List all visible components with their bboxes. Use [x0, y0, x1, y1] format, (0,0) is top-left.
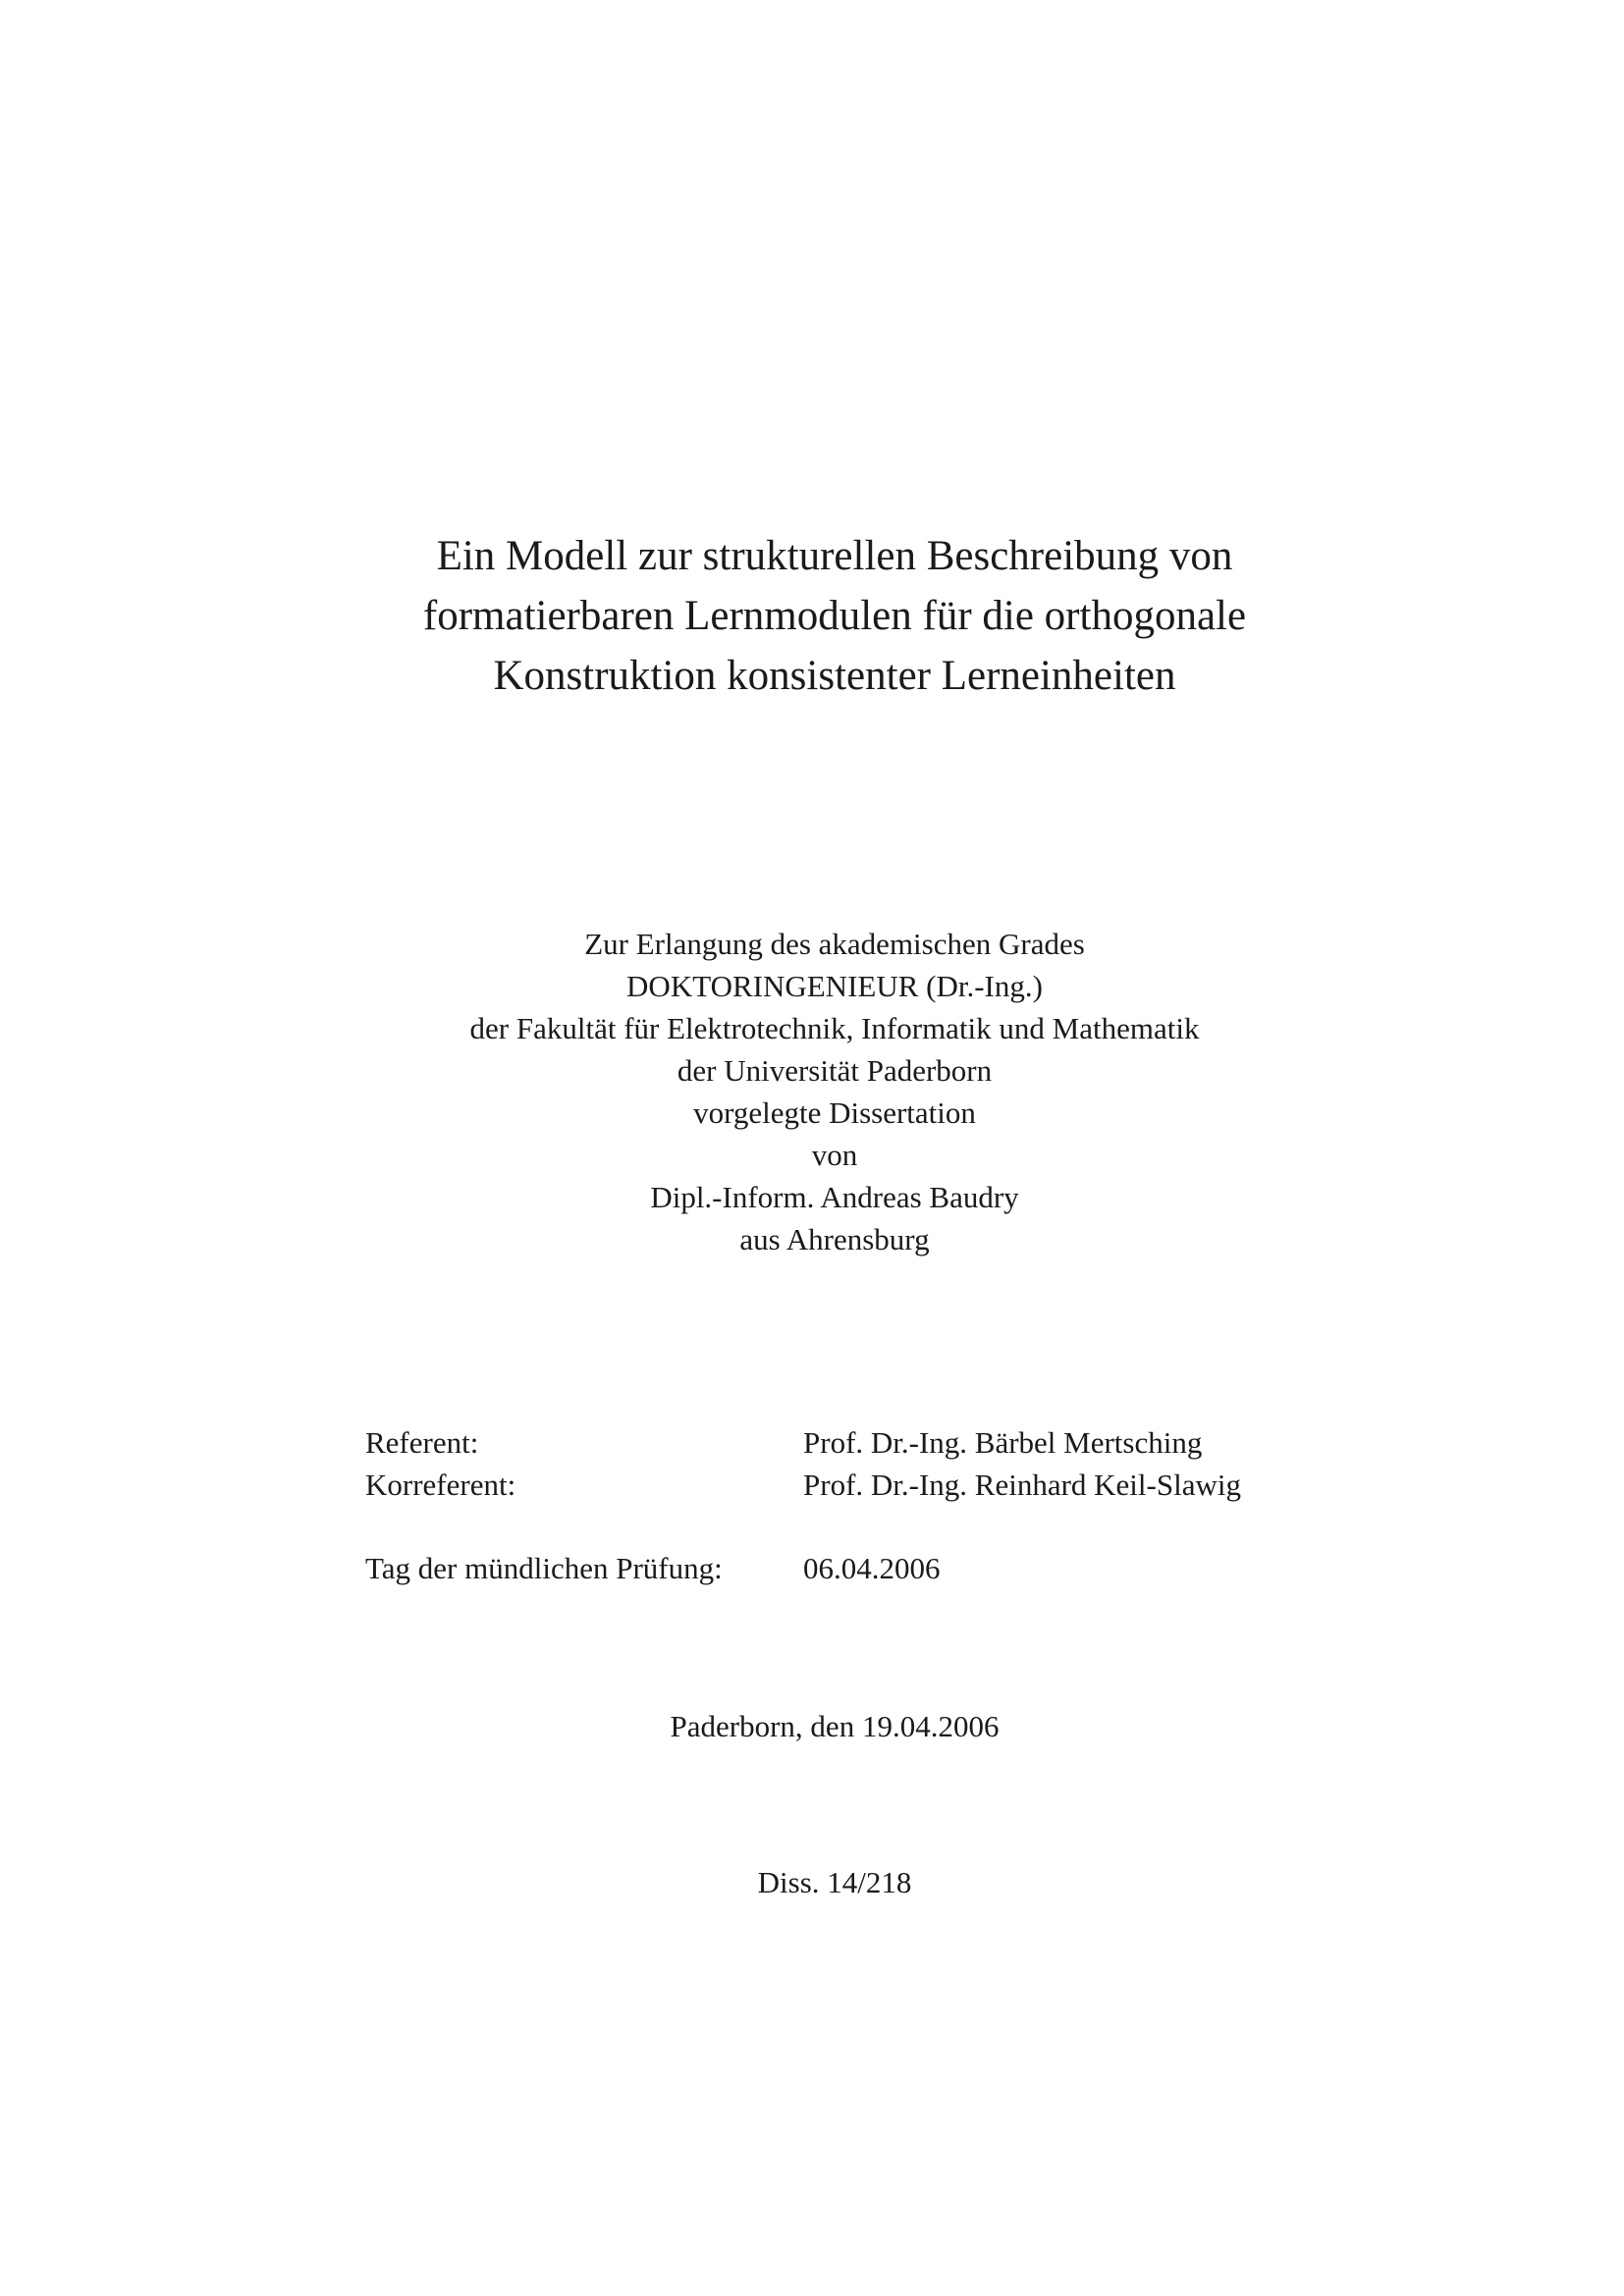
referent-label: Referent:: [365, 1425, 479, 1460]
dissertation-number: Diss. 14/218: [757, 1865, 912, 1899]
place-and-date: Paderborn, den 19.04.2006: [670, 1709, 1000, 1743]
korreferent-name: Prof. Dr.-Ing. Reinhard Keil-Slawig: [803, 1468, 1241, 1502]
title-line-3: Konstruktion konsistenter Lerneinheiten: [493, 653, 1176, 699]
exam-date-value: 06.04.2006: [803, 1551, 941, 1585]
title-line-2: formatierbaren Lernmodulen für die orthogonale: [422, 593, 1247, 639]
author-name: Dipl.-Inform. Andreas Baudry: [650, 1180, 1019, 1214]
degree-statement: [0, 923, 1624, 1260]
exam-date-label: Tag der mündlichen Prüfung:: [365, 1551, 723, 1585]
author-origin: aus Ahrensburg: [739, 1222, 930, 1256]
dissertation-title: [0, 526, 1624, 706]
examiners-table: [365, 1421, 1241, 1589]
title-line-1: Ein Modell zur strukturellen Beschreibung von: [436, 533, 1233, 579]
degree-line-dissertation: vorgelegte Dissertation: [693, 1095, 976, 1130]
exam-date-row: [365, 1547, 1241, 1589]
degree-line-faculty: der Fakultät für Elektrotechnik, Informatik und Mathematik: [469, 1011, 1200, 1045]
korreferent-row: [365, 1464, 1241, 1506]
degree-line-purpose: Zur Erlangung des akademischen Grades: [584, 927, 1085, 961]
degree-line-by: von: [811, 1138, 858, 1172]
korreferent-label: Korreferent:: [365, 1468, 516, 1502]
referent-name: Prof. Dr.-Ing. Bärbel Mertsching: [803, 1425, 1203, 1460]
degree-line-university: der Universität Paderborn: [677, 1053, 993, 1088]
referent-row: [365, 1421, 1241, 1464]
degree-line-title: DOKTORINGENIEUR (Dr.-Ing.): [626, 969, 1043, 1003]
